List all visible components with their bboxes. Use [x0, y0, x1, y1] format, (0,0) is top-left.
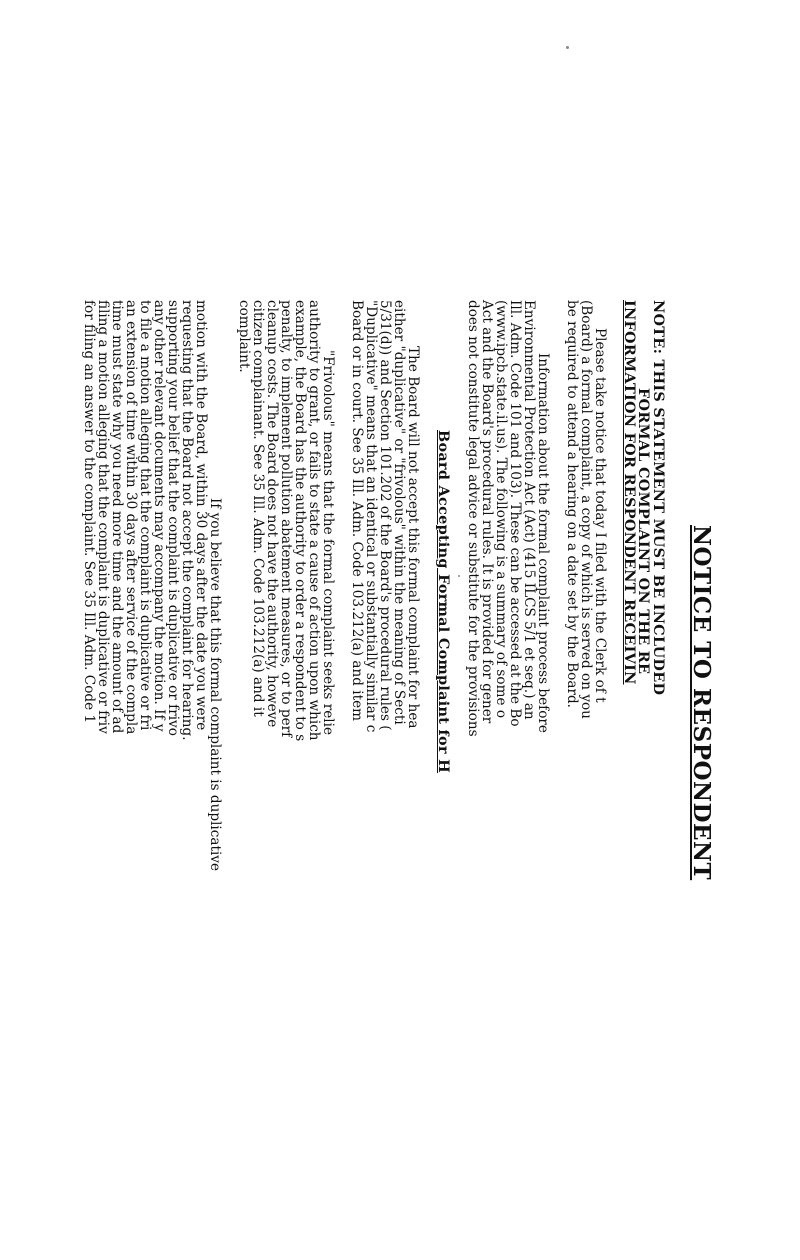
note-line-1: NOTE: THIS STATEMENT MUST BE INCLUDED [650, 300, 667, 696]
frivolous-line-6: citizen complainant. See 35 Ill. Adm. Code 103.212(a) and it [250, 300, 266, 717]
note-line-2: FORMAL COMPLAINT ON THE RE [635, 388, 652, 675]
accept-line-2: either "duplicative" or "frivolous" within the meaning of Secti [391, 300, 407, 725]
section-heading: Board Accepting Formal Complaint for H [435, 430, 452, 774]
accept-line-4: "Duplicative" means that an identical or substantially similar c [363, 300, 379, 733]
info-line-2: Environmental Protection Act (Act) (415 ILCS 5/1 et seq.) an [521, 300, 537, 720]
scan-speck [566, 46, 569, 49]
motion-line-7: an extension of time within 30 days after service of the compla [123, 300, 139, 735]
frivolous-line-3: example, the Board has the authority to order a respondent to s [292, 300, 308, 742]
scan-speck [458, 575, 460, 577]
motion-line-2: motion with the Board, within 30 days after the date you were [193, 300, 209, 731]
intro-line-3: be required to attend a hearing on a date set by the Board. [564, 300, 580, 708]
motion-line-5: any other relevant documents may accompany the motion. If y [151, 300, 167, 732]
frivolous-line-5: cleanup costs. The Board does not have the authority, howeve [264, 300, 280, 728]
subheading: INFORMATION FOR RESPONDENT RECEIVIN [621, 300, 638, 685]
frivolous-line-7: complaint. [236, 300, 252, 373]
frivolous-line-1: "Frivolous" means that the formal complaint seeks relie [320, 350, 336, 735]
info-line-3: Ill. Adm. Code 101 and 103). These can be accessed at the Bo [507, 300, 523, 727]
motion-line-4: supporting your belief that the complaint is duplicative or frivo [165, 300, 181, 736]
motion-line-9: filing a motion alleging that the complaint is duplicative or friv [95, 300, 111, 734]
intro-line-1: Please take notice that today I filed with the Clerk of t [592, 328, 608, 703]
info-line-6: does not constitute legal advice or substitute for the provisions [465, 300, 481, 737]
frivolous-line-2: authority to grant, or fails to state a cause of action upon which [306, 300, 322, 741]
info-line-4: (www.ipcb.state.il.us). The following is a summary of some o [493, 300, 509, 719]
accept-line-3: 5/31(d)) and Section 101.202 of the Board's procedural rules ( [377, 300, 393, 731]
frivolous-line-4: penalty, to implement pollution abatement measures, or to perf [278, 300, 294, 738]
motion-line-10: for filing an answer to the complaint. See 35 Ill. Adm. Code 1 [81, 300, 97, 724]
info-line-1: Information about the formal complaint process before [535, 353, 551, 733]
accept-line-5: Board or in court. See 35 Ill. Adm. Code 103.212(a) and item [349, 300, 365, 722]
intro-line-2: (Board) a formal complaint, a copy of which is served on you [578, 300, 594, 719]
motion-line-1: If you believe that this formal complaint is duplicative [207, 498, 223, 872]
notice-title: NOTICE TO RESPONDENT [688, 525, 715, 881]
accept-line-1: The Board will not accept this formal complaint for hea [405, 346, 421, 729]
motion-line-6: to file a motion alleging that the complaint is duplicative or fri [137, 300, 153, 731]
motion-line-8: time must state why you need more time and the amount of ad [109, 300, 125, 734]
info-line-5: Act and the Board's procedural rules. It is provided for gener [479, 300, 495, 724]
rotated-notice-text [81, 300, 715, 1260]
motion-line-3: requesting that the Board not accept the complaint for hearing. [179, 300, 195, 741]
